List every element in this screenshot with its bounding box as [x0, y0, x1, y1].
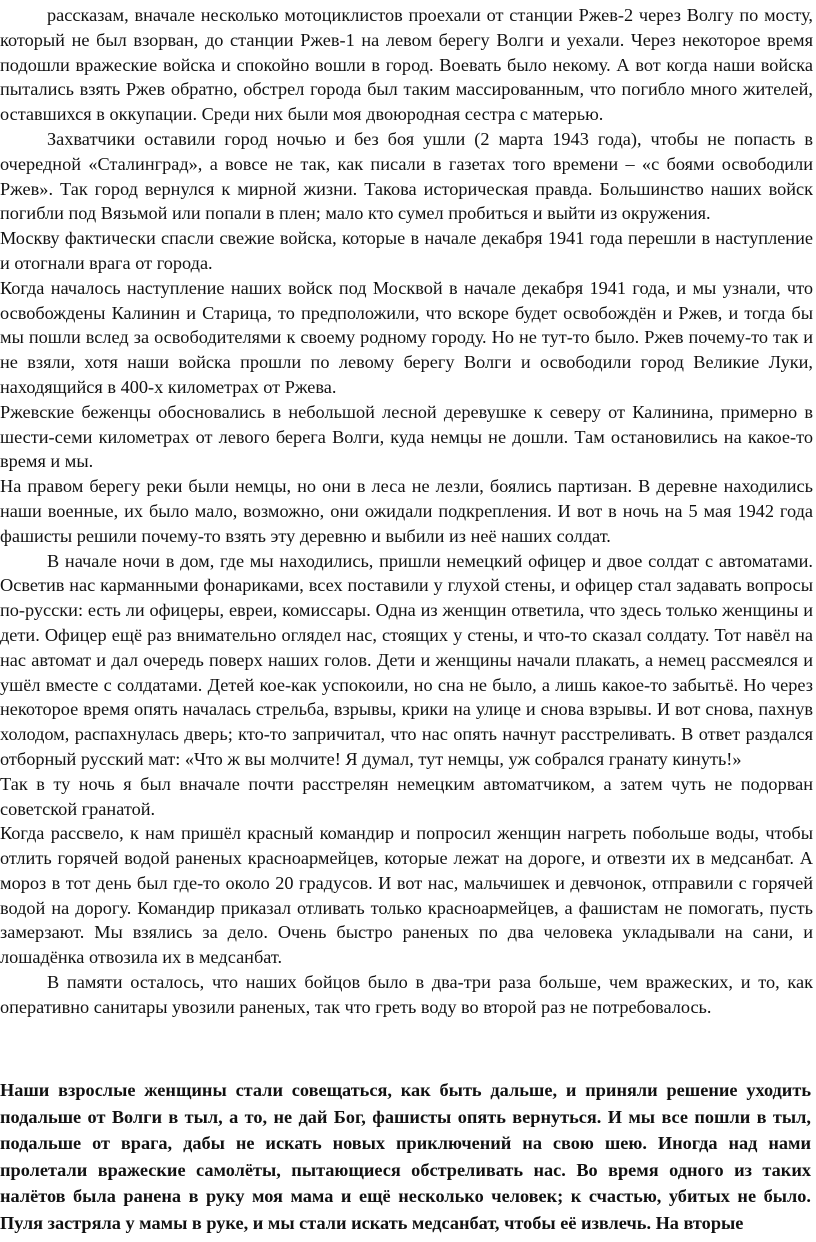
paragraph-11: Наши взрослые женщины стали совещаться, как быть дальше, и приняли решение уходить подальше от Волги в тыл, а то, не дай Бог, фашисты опять вернуться. И мы все пошли в тыл, подальше от врага, дабы не искать новых приключений на свою шею. Иногда над нами пролетали вражеские самолёты, пытающиеся обстреливать нас. Во время одного из таких налётов была ранена в руку моя мама и ещё несколько человек; к счастью, убитых не было. Пуля застряла у мамы в руке, и мы стали искать медсанбат, чтобы её извлечь. На вторые: [0, 1080, 811, 1233]
paragraph-10: В памяти осталось, что наших бойцов было в два-три раза больше, чем вражеских, и то, как оперативно санитары увозили раненых, так что греть воду во второй раз не потребовалось.: [0, 972, 813, 1017]
document-body-continued: [0, 1077, 811, 1236]
paragraph-8: Так в ту ночь я был вначале почти расстрелян немецким автоматчиком, а затем чуть не подорван советской гранатой.: [0, 773, 813, 819]
paragraph-7: В начале ночи в дом, где мы находились, пришли немецкий офицер и двое солдат с автоматами. Осветив нас карманными фонариками, всех поставили у глухой стены, и офицер стал задавать вопросы по-русски: есть ли офицеры, евреи, комиссары. Одна из женщин ответила, что здесь только женщины и дети. Офицер ещё раз внимательно оглядел нас, стоящих у стены, и что-то сказал солдату. Тот навёл на нас автомат и дал очередь поверх наших голов. Дети и женщины начали плакать, а немец рассмеялся и ушёл вместе с солдатами. Детей кое-как успокоили, но сна не было, а лишь какое-то забытьё. Но через некоторое время опять началась стрельба, взрывы, крики на улице и снова взрывы. И вот снова, пахнув холодом, распахнулась дверь; кто-то запричитал, что нас опять начнут расстреливать. В ответ раздался отборный русский мат: «Что ж вы молчите! Я думал, тут немцы, уж собрался гранату кинуть!»: [0, 550, 813, 769]
paragraph-4: Когда началось наступление наших войск под Москвой в начале декабря 1941 года, и мы узнали, что освобождены Калинин и Старица, то предположили, что вскоре будет освобождён и Ржев, и тогда бы мы пошли вслед за освободителями к своему родному городу. Но не тут-то было. Ржев почему-то так и не взяли, хотя наши войска прошли по левому берегу Волги и освободили город Великие Луки, находящийся в 400-х километрах от Ржева.: [0, 277, 813, 397]
paragraph-6: На правом берегу реки были немцы, но они в леса не лезли, боялись партизан. В деревне находились наши военные, их было мало, возможно, они ожидали подкрепления. И вот в ночь на 5 мая 1942 года фашисты решили почему-то взять эту деревню и выбили из неё наших солдат.: [0, 476, 813, 546]
paragraph-1: рассказам, вначале несколько мотоциклистов проехали от станции Ржев-2 через Волгу по мосту, который не был взорван, до станции Ржев-1 на левом берегу Волги и уехали. Через некоторое время подошли вражеские войска и спокойно вошли в город. Воевать было некому. А вот когда наши войска пытались взять Ржев обратно, обстрел города был таким массированным, что погибло много жителей, оставшихся в оккупации. Среди них были моя двоюродная сестра с матерью.: [0, 5, 813, 125]
paragraph-9: Когда рассвело, к нам пришёл красный командир и попросил женщин нагреть побольше воды, чтобы отлить горячей водой раненых красноармейцев, которые лежат на дороге, и отвезти их в медсанбат. А мороз в тот день был где-то около 20 градусов. И вот нас, мальчишек и девчонок, отправили с горячей водой на дорогу. Командир приказал отливать только красноармейцев, а фашистам не помогать, пусть замерзают. Мы взялись за дело. Очень быстро раненых по два человека укладывали на сани, и лошадёнка отвозила их в медсанбат.: [0, 823, 813, 968]
document-body: [0, 3, 813, 1020]
paragraph-3: Москву фактически спасли свежие войска, которые в начале декабря 1941 года перешли в наступление и отогнали врага от города.: [0, 228, 813, 273]
paragraph-5: Ржевские беженцы обосновались в небольшой лесной деревушке к северу от Калинина, примерно в шести-семи километрах от левого берега Волги, куда немцы не дошли. Там остановились на какое-то время и мы.: [0, 401, 813, 472]
paragraph-2: Захватчики оставили город ночью и без боя ушли (2 марта 1943 года), чтобы не попасть в очередной «Сталинград», а вовсе не так, как писали в газетах того времени – «с боями освободили Ржев». Так город вернулся к мирной жизни. Такова историческая правда. Большинство наших войск погибли под Вязьмой или попали в плен; мало кто сумел пробиться и выйти из окружения.: [0, 128, 813, 224]
